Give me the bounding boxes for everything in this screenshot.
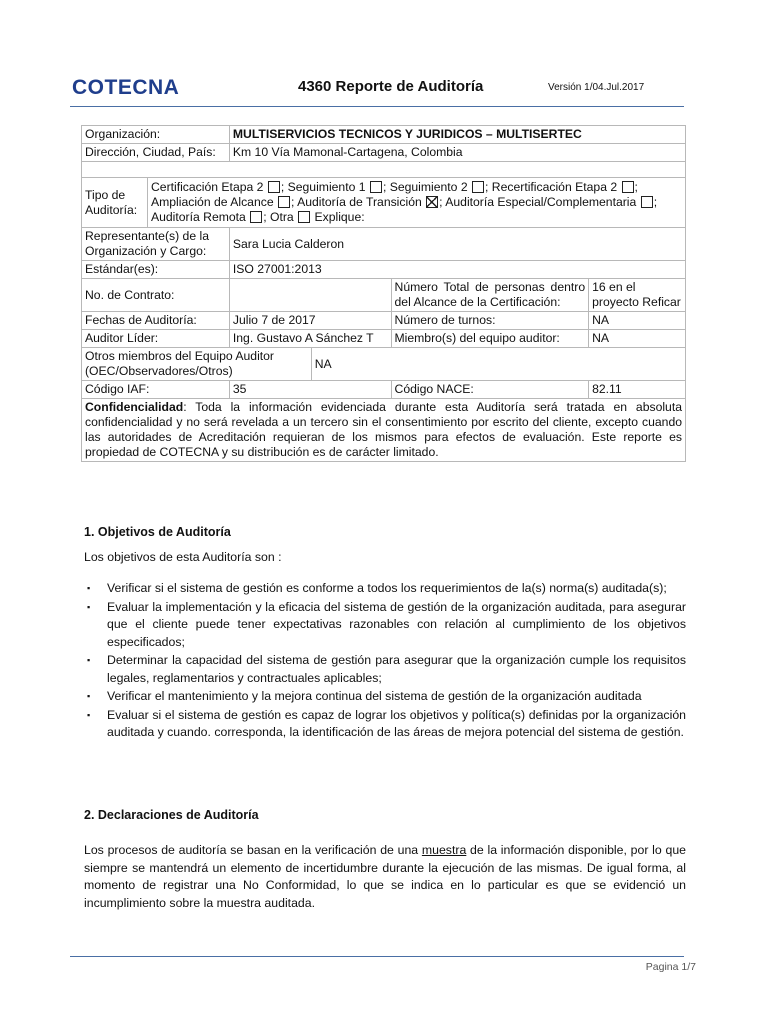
section2-text-underlined: muestra bbox=[421, 843, 467, 857]
audit-info-table bbox=[81, 125, 686, 462]
row-otros-miembros bbox=[82, 348, 686, 381]
value-turnos: NA bbox=[589, 312, 686, 330]
row-direccion bbox=[82, 144, 686, 162]
checkbox-cert-etapa2[interactable] bbox=[268, 181, 280, 193]
document-title: 4360 Reporte de Auditoría bbox=[298, 78, 484, 95]
row-empty bbox=[82, 162, 686, 178]
confidencialidad-text: : Toda la información evidenciada durante esta Auditoría será tratada en absoluta confidencialidad y no será revelada a un tercero sin el consentimiento por escrito del cliente, excepto cuando las autoridades de Acreditación requieran de los mismos para efectos de evaluación. Este reporte es propiedad de COTECNA y su distribución es de carácter limitado. bbox=[85, 400, 682, 459]
label-direccion: Dirección, Ciudad, País: bbox=[82, 144, 230, 162]
cotecna-logo: COTECNA bbox=[72, 76, 180, 99]
value-representante: Sara Lucia Calderon bbox=[229, 228, 685, 261]
value-miembro: NA bbox=[589, 330, 686, 348]
option-remota: Auditoría Remota bbox=[150, 210, 246, 224]
label-otros-miembros: Otros miembros del Equipo Auditor (OEC/Observadores/Otros) bbox=[82, 348, 312, 381]
option-sep1: ; bbox=[634, 180, 638, 194]
label-miembro: Miembro(s) del equipo auditor: bbox=[391, 330, 589, 348]
section1-intro: Los objetivos de esta Auditoría son : bbox=[84, 550, 282, 564]
label-fechas: Fechas de Auditoría: bbox=[82, 312, 230, 330]
objective-item: ▪ Verificar si el sistema de gestión es conforme a todos los requerimientos de la(s) norma(s) auditada(s); bbox=[84, 580, 686, 598]
document-version: Versión 1/04.Jul.2017 bbox=[548, 82, 645, 93]
label-organizacion: Organización: bbox=[82, 126, 230, 144]
value-personas: 16 en el proyecto Reficar bbox=[589, 279, 686, 312]
checkbox-especial[interactable] bbox=[641, 196, 653, 208]
row-confidencialidad bbox=[82, 399, 686, 462]
objective-item: ▪ Determinar la capacidad del sistema de gestión para asegurar que la organización cumple los requisitos legales, reglamentarios y contractuales aplicables; bbox=[84, 652, 686, 687]
checkbox-ampliacion[interactable] bbox=[278, 196, 290, 208]
section2-text-a: Los procesos de auditoría se basan en la verificación de una bbox=[84, 843, 422, 857]
option-explique: Explique: bbox=[314, 210, 365, 224]
label-turnos: Número de turnos: bbox=[391, 312, 589, 330]
page-header bbox=[70, 72, 684, 107]
footer-divider bbox=[70, 956, 684, 957]
value-nace: 82.11 bbox=[589, 381, 686, 399]
row-tipo-auditoria bbox=[82, 178, 686, 228]
objective-item: ▪ Evaluar si el sistema de gestión es capaz de lograr los objetivos y política(s) definidas por la organización auditada y cuando. corresponda, la identificación de las áreas de mejora potencial del sistema de gestión. bbox=[84, 707, 686, 742]
option-especial: ; Auditoría Especial/Complementaria bbox=[439, 195, 637, 209]
value-auditor-lider: Ing. Gustavo A Sánchez T bbox=[229, 330, 391, 348]
checkbox-recert[interactable] bbox=[622, 181, 634, 193]
checkbox-otra[interactable] bbox=[298, 211, 310, 223]
row-representante bbox=[82, 228, 686, 261]
confidencialidad-cell bbox=[82, 399, 686, 462]
row-fechas bbox=[82, 312, 686, 330]
section2-text-b: de la información disponible, por lo que siempre se mantendrá un elemento de incertidumbre durante la ejecución de las mismas. De igual forma, al momento de registrar una No Conformidad, lo que se indica en lo particular es que se evidenció un incumplimiento sobre la muestra auditada. bbox=[84, 843, 686, 910]
checkbox-seg2[interactable] bbox=[472, 181, 484, 193]
option-otra: ; Otra bbox=[263, 210, 294, 224]
option-seg1: ; Seguimiento 1 bbox=[280, 180, 366, 194]
empty-cell bbox=[82, 162, 686, 178]
label-nace: Código NACE: bbox=[391, 381, 589, 399]
objectives-list bbox=[84, 580, 686, 743]
option-recert: ; Recertificación Etapa 2 bbox=[485, 180, 618, 194]
row-contrato bbox=[82, 279, 686, 312]
page-number: Pagina 1/7 bbox=[645, 961, 696, 973]
option-ampliacion: Ampliación de Alcance bbox=[150, 195, 274, 209]
label-auditor-lider: Auditor Líder: bbox=[82, 330, 230, 348]
value-organizacion: MULTISERVICIOS TECNICOS Y JURIDICOS – MULTISERTEC bbox=[229, 126, 685, 144]
row-auditor-lider bbox=[82, 330, 686, 348]
checkbox-remota[interactable] bbox=[250, 211, 262, 223]
confidencialidad-label: Confidencialidad bbox=[85, 400, 184, 414]
row-codigos bbox=[82, 381, 686, 399]
section2-text bbox=[84, 842, 686, 912]
value-estandar: ISO 27001:2013 bbox=[229, 261, 685, 279]
objective-item: ▪ Evaluar la implementación y la eficacia del sistema de gestión de la organización auditada, para asegurar que el cliente puede tener expectativas razonables con relación al cumplimiento de los objetivos especificados; bbox=[84, 599, 686, 652]
value-contrato bbox=[229, 279, 391, 312]
value-fechas: Julio 7 de 2017 bbox=[229, 312, 391, 330]
label-estandar: Estándar(es): bbox=[82, 261, 230, 279]
checkbox-seg1[interactable] bbox=[370, 181, 382, 193]
option-sep2: ; bbox=[653, 195, 658, 209]
option-seg2: ; Seguimiento 2 bbox=[382, 180, 468, 194]
row-organizacion bbox=[82, 126, 686, 144]
option-transicion: ; Auditoría de Transición bbox=[291, 195, 422, 209]
label-representante: Representante(s) de la Organización y Cargo: bbox=[82, 228, 230, 261]
tipo-auditoria-options bbox=[147, 178, 685, 228]
checkbox-transicion-checked[interactable] bbox=[426, 196, 438, 208]
row-estandar bbox=[82, 261, 686, 279]
option-cert-etapa2: Certificación Etapa 2 bbox=[150, 180, 264, 194]
section1-title: 1. Objetivos de Auditoría bbox=[84, 525, 231, 539]
label-contrato: No. de Contrato: bbox=[82, 279, 230, 312]
value-direccion: Km 10 Vía Mamonal-Cartagena, Colombia bbox=[229, 144, 685, 162]
value-iaf: 35 bbox=[229, 381, 391, 399]
value-otros-miembros: NA bbox=[311, 348, 685, 381]
section2-title: 2. Declaraciones de Auditoría bbox=[84, 808, 259, 822]
label-iaf: Código IAF: bbox=[82, 381, 230, 399]
label-personas: Número Total de personas dentro del Alcance de la Certificación: bbox=[391, 279, 589, 312]
label-tipo-auditoria: Tipo de Auditoría: bbox=[82, 178, 148, 228]
objective-item: ▪ Verificar el mantenimiento y la mejora continua del sistema de gestión de la organización auditada bbox=[84, 688, 686, 706]
